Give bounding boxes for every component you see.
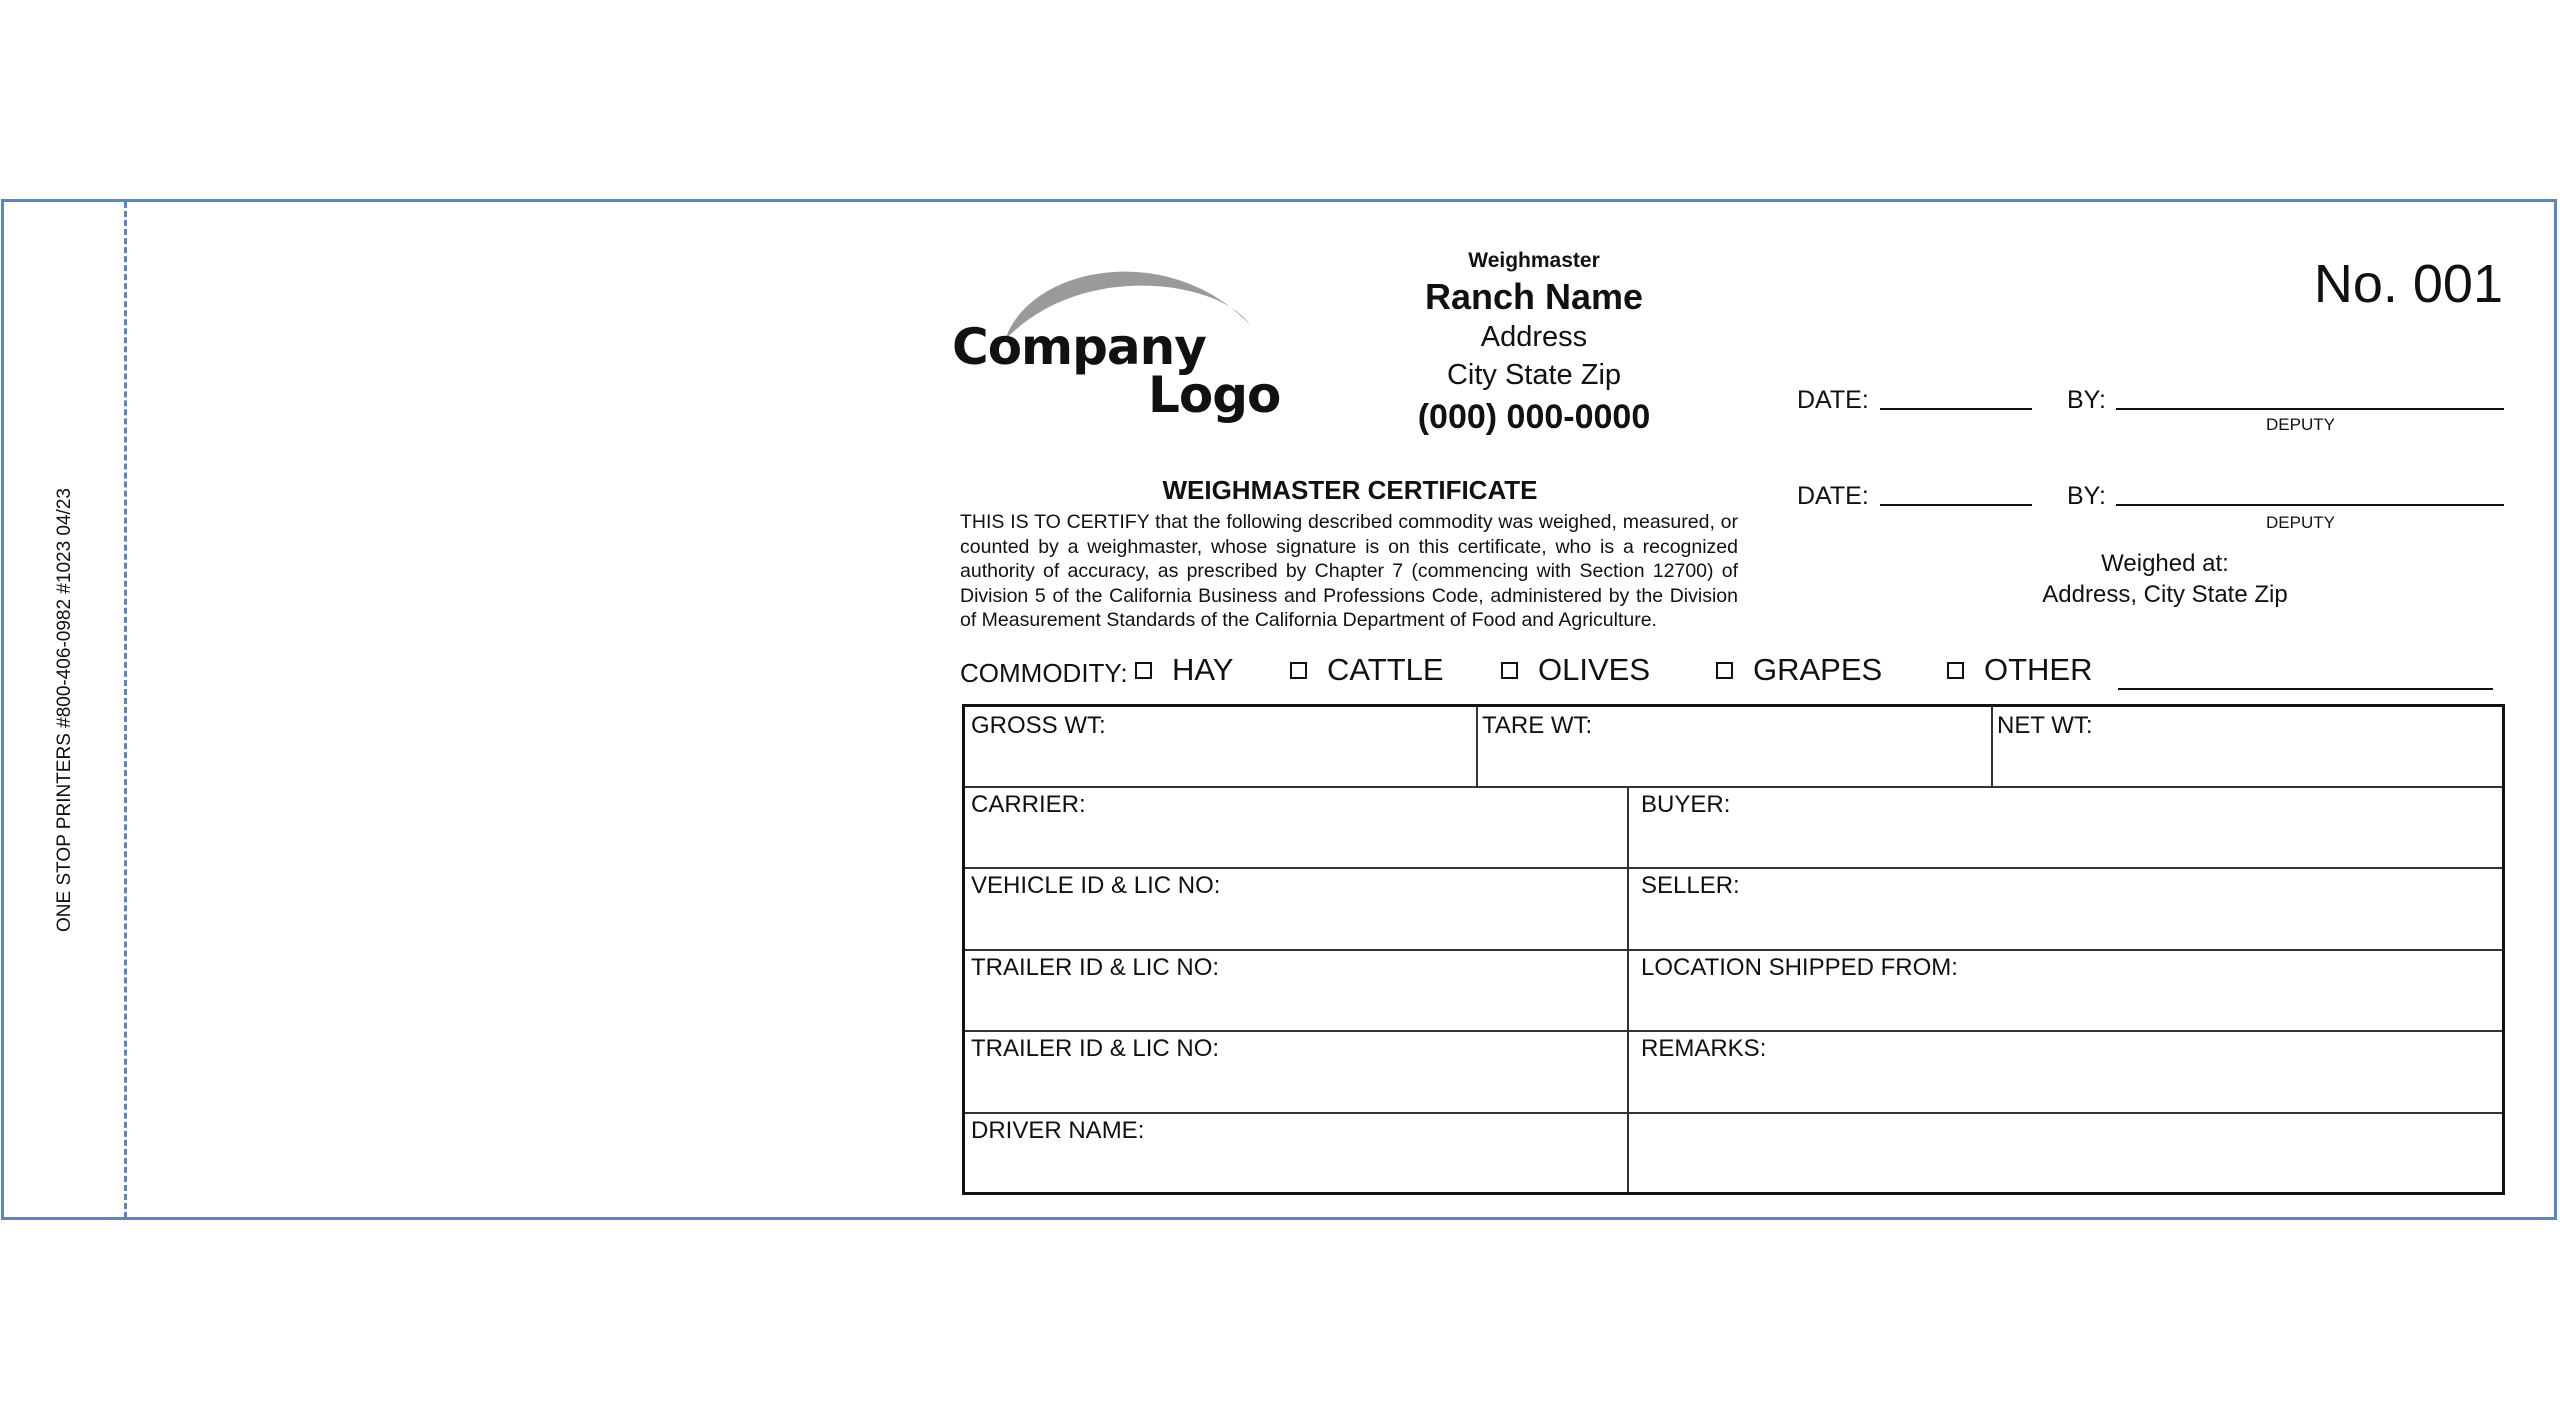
by-field-1[interactable]	[2116, 408, 2504, 410]
gross-weight-field[interactable]: GROSS WT:	[971, 712, 1106, 739]
weighed-at-label: Weighed at:	[2101, 550, 2229, 577]
date-label-2: DATE:	[1797, 482, 1869, 510]
tare-weight-field[interactable]: TARE WT:	[1482, 712, 1593, 739]
ranch-address: Address	[1480, 321, 1588, 353]
checkbox-icon[interactable]	[1716, 662, 1733, 679]
date-field-1[interactable]	[1880, 408, 2032, 410]
ranch-name: Ranch Name	[1424, 276, 1644, 317]
commodity-option-hay[interactable]: HAY	[1135, 652, 1233, 688]
checkbox-icon[interactable]	[1290, 662, 1307, 679]
commodity-option-grapes[interactable]: GRAPES	[1716, 652, 1882, 688]
ranch-phone: (000) 000-0000	[1417, 398, 1651, 436]
commodity-option-olives[interactable]: OLIVES	[1501, 652, 1650, 688]
by-label-2: BY:	[2067, 482, 2106, 510]
by-field-2[interactable]	[2116, 504, 2504, 506]
location-shipped-from-field[interactable]: LOCATION SHIPPED FROM:	[1641, 954, 1958, 981]
net-weight-field[interactable]: NET WT:	[1997, 712, 2093, 739]
deputy-label-1: DEPUTY	[2266, 415, 2335, 434]
company-logo	[950, 250, 1290, 440]
weighed-at-address: Address, City State Zip	[2042, 581, 2288, 608]
trailer-id-field-1[interactable]: TRAILER ID & LIC NO:	[971, 954, 1220, 981]
printer-imprint: ONE STOP PRINTERS #800-406-0982 #1023 04/23	[54, 488, 75, 932]
weighmaster-label: Weighmaster	[1468, 249, 1600, 272]
seller-field[interactable]: SELLER:	[1641, 872, 1740, 899]
deputy-label-2: DEPUTY	[2266, 513, 2335, 532]
ranch-header	[1310, 246, 1758, 440]
driver-name-field[interactable]: DRIVER NAME:	[971, 1117, 1145, 1144]
date-label-1: DATE:	[1797, 386, 1869, 414]
checkbox-icon[interactable]	[1501, 662, 1518, 679]
commodity-option-cattle[interactable]: CATTLE	[1290, 652, 1444, 688]
blank-field[interactable]	[1627, 1112, 2502, 1192]
ranch-city-state-zip: City State Zip	[1446, 359, 1622, 391]
remarks-field[interactable]: REMARKS:	[1641, 1035, 1767, 1062]
date-field-2[interactable]	[1880, 504, 2032, 506]
logo-word-company: Company	[952, 318, 1206, 376]
ticket-number: No. 001	[2313, 254, 2503, 314]
certificate-title: WEIGHMASTER CERTIFICATE	[1162, 475, 1538, 505]
certificate-body: THIS IS TO CERTIFY that the following described commodity was weighed, measured, or counted by a weighmaster, whose signature is on this certificate, who is a recognized authority of accuracy, as prescribed by Chapter 7 (commencing with Section 12700) of Division 5 of the California Business and Professions Code, administered by the Division of Measurement Standards of the California Department of Food and Agriculture.	[960, 511, 1738, 631]
carrier-field[interactable]: CARRIER:	[971, 791, 1086, 818]
trailer-id-field-2[interactable]: TRAILER ID & LIC NO:	[971, 1035, 1220, 1062]
logo-word-logo: Logo	[1148, 366, 1281, 424]
checkbox-icon[interactable]	[1947, 662, 1964, 679]
checkbox-icon[interactable]	[1135, 662, 1152, 679]
weight-form-table	[962, 704, 2505, 1195]
by-label-1: BY:	[2067, 386, 2106, 414]
buyer-field[interactable]: BUYER:	[1641, 791, 1731, 818]
other-commodity-field[interactable]	[2118, 688, 2493, 690]
commodity-label: COMMODITY:	[960, 658, 1128, 688]
perforation-line	[124, 202, 127, 1218]
vehicle-id-field[interactable]: VEHICLE ID & LIC NO:	[971, 872, 1221, 899]
commodity-row	[960, 652, 2500, 696]
commodity-option-other[interactable]: OTHER	[1947, 652, 2093, 688]
weighed-at-block	[1985, 548, 2345, 610]
